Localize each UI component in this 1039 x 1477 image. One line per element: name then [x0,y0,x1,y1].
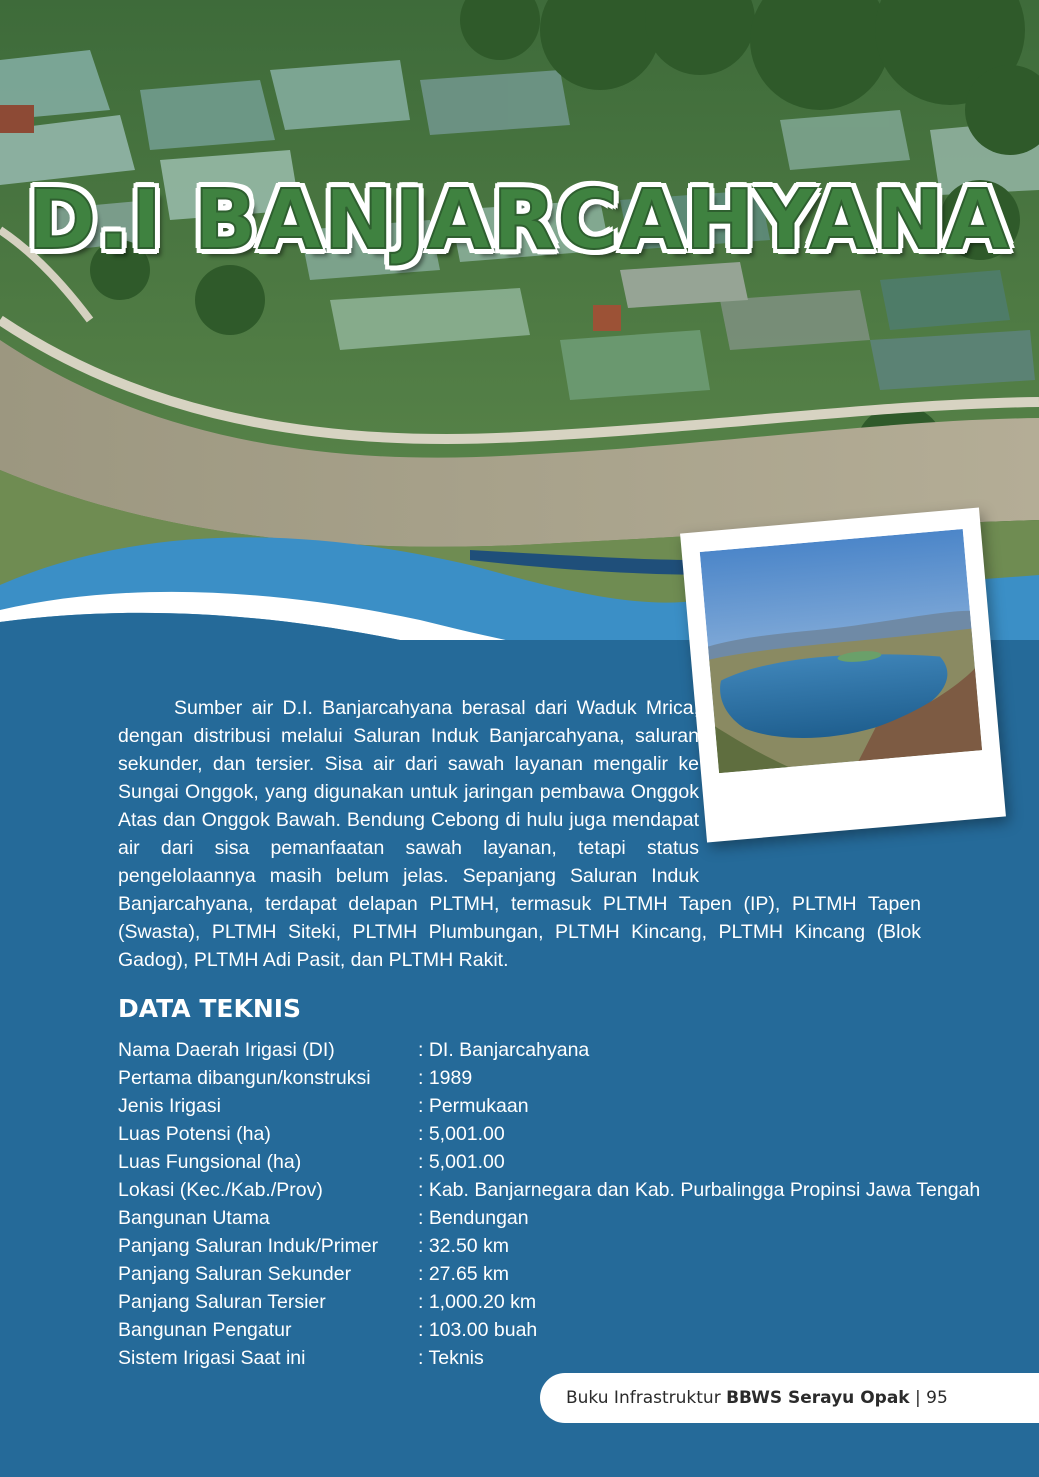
spec-label: Lokasi (Kec./Kab./Prov) [118,1179,323,1201]
spec-value: : 1,000.20 km [418,1291,537,1313]
spec-value: : 103.00 buah [418,1319,538,1341]
technical-data-list [118,1036,1018,1372]
footer-book-title: Buku Infrastruktur [566,1388,727,1408]
spec-label: Panjang Saluran Tersier [118,1291,326,1313]
spec-value: : 5,001.00 [418,1151,505,1173]
spec-row [118,1120,1018,1148]
spec-label: Jenis Irigasi [118,1095,221,1117]
spec-value: : DI. Banjarcahyana [418,1039,590,1061]
spec-value: : Permukaan [418,1095,529,1117]
page-title: D.I BANJARCAHYANA [27,172,1012,268]
spec-value: : 5,001.00 [418,1123,505,1145]
footer-separator: | [909,1388,927,1408]
spec-value: : 32.50 km [418,1235,510,1257]
spec-row [118,1204,1018,1232]
spec-value: : 27.65 km [418,1263,510,1285]
spec-row [118,1092,1018,1120]
spec-label: Panjang Saluran Sekunder [118,1263,352,1285]
footer-org-name: BBWS Serayu Opak [726,1388,910,1408]
spec-label: Panjang Saluran Induk/Primer [118,1235,379,1257]
spec-row [118,1148,1018,1176]
spec-label: Sistem Irigasi Saat ini [118,1347,306,1369]
spec-value: : 1989 [418,1067,473,1089]
spec-row [118,1064,1018,1092]
spec-row [118,1288,1018,1316]
spec-row [118,1344,1018,1372]
spec-row [118,1232,1018,1260]
spec-label: Luas Potensi (ha) [118,1123,271,1145]
spec-value: : Kab. Banjarnegara dan Kab. Purbalingga Propinsi Jawa Tengah [418,1179,981,1201]
spec-label: Nama Daerah Irigasi (DI) [118,1039,335,1061]
spec-value: : Bendungan [418,1207,529,1229]
spec-row [118,1036,1018,1064]
data-teknis-heading: DATA TEKNIS [118,994,302,1023]
spec-label: Bangunan Pengatur [118,1319,292,1341]
spec-label: Luas Fungsional (ha) [118,1151,302,1173]
spec-row [118,1176,1018,1204]
footer-text [566,1388,948,1408]
spec-value: : Teknis [418,1347,484,1369]
spec-row [118,1260,1018,1288]
page-number: 95 [926,1388,948,1408]
spec-label: Bangunan Utama [118,1207,270,1229]
intro-paragraph [118,694,921,974]
spec-label: Pertama dibangun/konstruksi [118,1067,371,1089]
page-footer [540,1373,1039,1423]
spec-row [118,1316,1018,1344]
intro-text: Sumber air D.I. Banjarcahyana berasal dari Waduk Mrica, dengan distribusi melalui Saluran Induk Banjarcahyana, saluran sekunder, dan tersier. Sisa air dari sawah layanan mengalir ke Sungai Onggok, yang digunakan untuk jaringan pembawa Onggok Atas dan Onggok Bawah. Bendung Cebong di hulu juga mendapat air dari sisa pemanfaatan sawah layanan, tetapi status pengelolaannya masih belum jelas. Sepanjang Saluran Induk Banjarcahyana, terdapat delapan PLTMH, termasuk PLTMH Tapen (IP), PLTMH Tapen (Swasta), PLTMH Siteki, PLTMH Plumbungan, PLTMH Kincang, PLTMH Kincang (Blok Gadog), PLTMH Adi Pasit, dan PLTMH Rakit. [118,697,921,971]
